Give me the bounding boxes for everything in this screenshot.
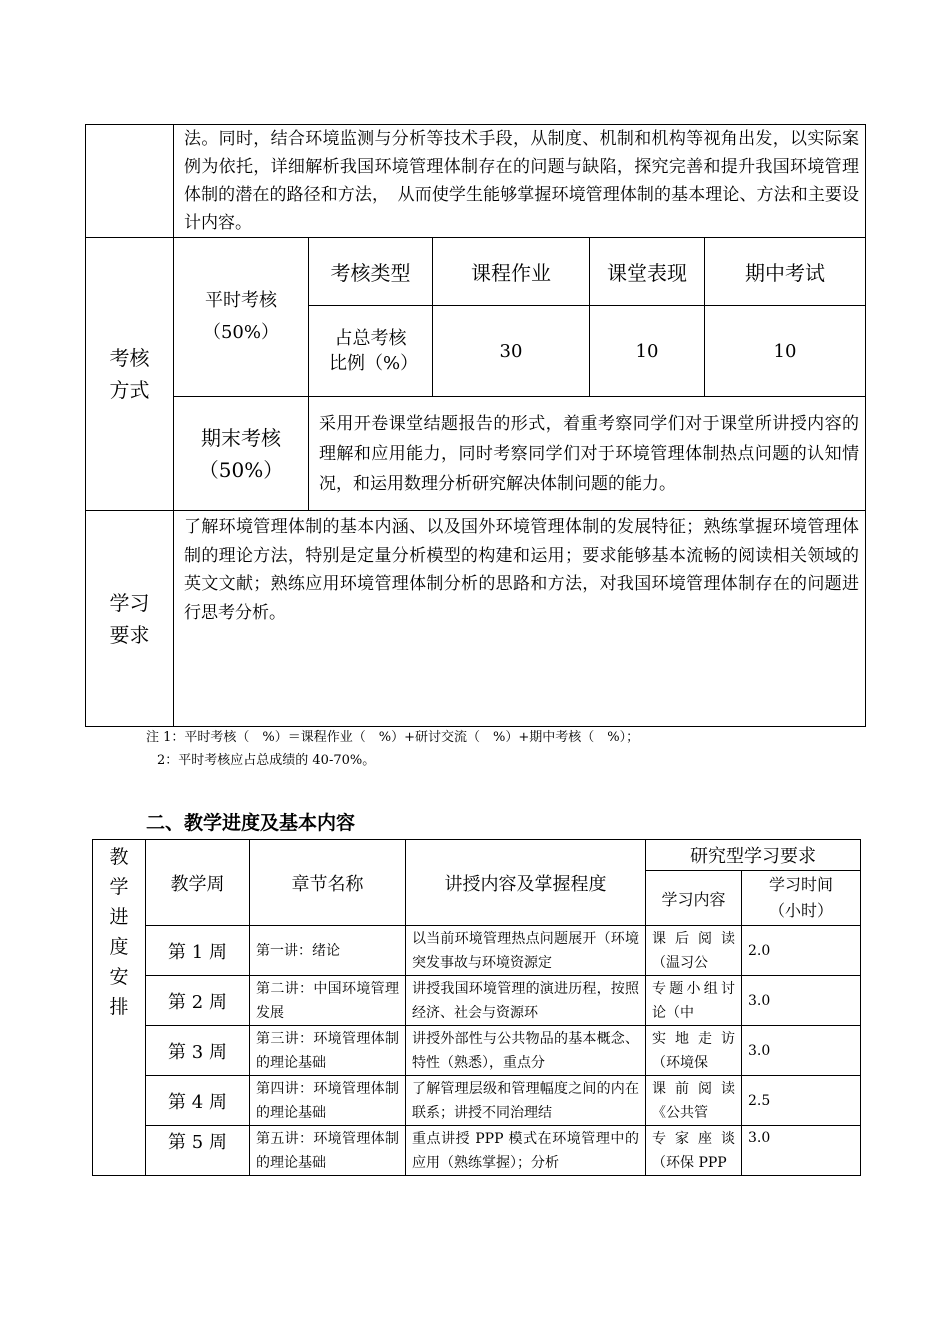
research-header: 研究型学习要求 — [646, 840, 861, 871]
blank-label-cell — [86, 125, 174, 238]
final-assessment-label: 期末考核（50%） — [174, 397, 309, 511]
content-cell: 以当前环境管理热点问题展开（环境突发事故与环境资源定 — [406, 926, 646, 976]
week-cell: 第 3 周 — [146, 1026, 250, 1076]
col-class-performance-header: 课堂表现 — [590, 238, 705, 306]
table-row — [93, 926, 861, 976]
week-cell: 第 2 周 — [146, 976, 250, 1026]
note-1: 注 1：平时考核（ %）＝课程作业（ %）+研讨交流（ %）+期中考核（ %）； — [146, 730, 640, 745]
section-2-title: 二、教学进度及基本内容 — [146, 812, 356, 834]
class-performance-ratio: 10 — [590, 306, 705, 397]
hours-cell: 3.0 — [742, 1026, 861, 1076]
midterm-ratio: 10 — [705, 306, 866, 397]
hours-cell: 3.0 — [742, 976, 861, 1026]
chapter-header: 章节名称 — [250, 840, 406, 926]
homework-ratio: 30 — [433, 306, 590, 397]
hours-cell: 2.0 — [742, 926, 861, 976]
hours-cell: 2.5 — [742, 1076, 861, 1126]
chapter-cell: 第一讲：绪论 — [250, 926, 406, 976]
final-assessment-text: 采用开卷课堂结题报告的形式，着重考察同学们对于课堂所讲授内容的理解和应用能力，同时考察同学们对于环境管理体制热点问题的认知情况，和运用数理分析研究解决体制问题的能力。 — [319, 413, 859, 494]
course-intro-cell — [174, 125, 866, 238]
table-row — [93, 1076, 861, 1126]
table-row — [93, 976, 861, 1026]
content-header: 讲授内容及掌握程度 — [406, 840, 646, 926]
schedule-side-label-cell — [93, 840, 146, 1176]
content-cell: 讲授我国环境管理的演进历程，按照经济、社会与资源环 — [406, 976, 646, 1026]
table-row — [93, 1026, 861, 1076]
content-cell: 了解管理层级和管理幅度之间的内在联系；讲授不同治理结 — [406, 1076, 646, 1126]
assessment-type-header: 考核类型 — [309, 238, 433, 306]
study-requirement-text: 了解环境管理体制的基本内涵、以及国外环境管理体制的发展特征；熟练掌握环境管理体制的理论方法，特别是定量分析模型的构建和运用；要求能够基本流畅的阅读相关领域的英文文献；熟练应用环境管理体制分析的思路和方法，对我国环境管理体制存在的问题进行思考分析。 — [184, 517, 859, 623]
study-cell: 实地走访（环境保 — [646, 1026, 742, 1076]
chapter-cell: 第二讲：中国环境管理发展 — [250, 976, 406, 1026]
table-row — [93, 1126, 861, 1176]
hours-cell: 3.0 — [742, 1126, 861, 1176]
course-intro-text: 法。同时，结合环境监测与分析等技术手段，从制度、机制和机构等视角出发，以实际案例为依托，详细解析我国环境管理体制存在的问题与缺陷，探究完善和提升我国环境管理体制的潜在的路径和方法， 从而使学生能够掌握环境管理体制的基本理论、方法和主要设计内容。 — [184, 129, 859, 233]
ratio-header: 占总考核比例（%） — [309, 306, 433, 397]
study-requirement-label: 学习要求 — [86, 511, 174, 727]
study-requirement-cell — [174, 511, 866, 727]
teaching-schedule-table — [92, 839, 861, 1176]
assessment-label: 考核方式 — [86, 238, 174, 511]
week-cell: 第 4 周 — [146, 1076, 250, 1126]
week-header: 教学周 — [146, 840, 250, 926]
study-cell: 课后阅读（温习公 — [646, 926, 742, 976]
content-cell: 讲授外部性与公共物品的基本概念、特性（熟悉），重点分 — [406, 1026, 646, 1076]
chapter-cell: 第五讲：环境管理体制的理论基础 — [250, 1126, 406, 1176]
study-time-header: 学习时间（小时） — [742, 871, 861, 926]
final-assessment-cell — [309, 397, 866, 511]
schedule-side-label: 教学进度安排 — [109, 846, 129, 1018]
study-cell: 专题小组讨论（中 — [646, 976, 742, 1026]
col-homework-header: 课程作业 — [433, 238, 590, 306]
study-cell: 专家座谈（环保 PPP — [646, 1126, 742, 1176]
week-cell: 第 5 周 — [146, 1126, 250, 1176]
chapter-cell: 第四讲：环境管理体制的理论基础 — [250, 1076, 406, 1126]
chapter-cell: 第三讲：环境管理体制的理论基础 — [250, 1026, 406, 1076]
note-2: 2：平时考核应占总成绩的 40-70%。 — [157, 753, 376, 768]
regular-assessment-label: 平时考核（50%） — [174, 238, 309, 397]
col-midterm-header: 期中考试 — [705, 238, 866, 306]
week-cell: 第 1 周 — [146, 926, 250, 976]
course-info-table — [85, 124, 866, 727]
study-cell: 课前阅读《公共管 — [646, 1076, 742, 1126]
study-content-header: 学习内容 — [646, 871, 742, 926]
content-cell: 重点讲授 PPP 模式在环境管理中的应用（熟练掌握）；分析 — [406, 1126, 646, 1176]
